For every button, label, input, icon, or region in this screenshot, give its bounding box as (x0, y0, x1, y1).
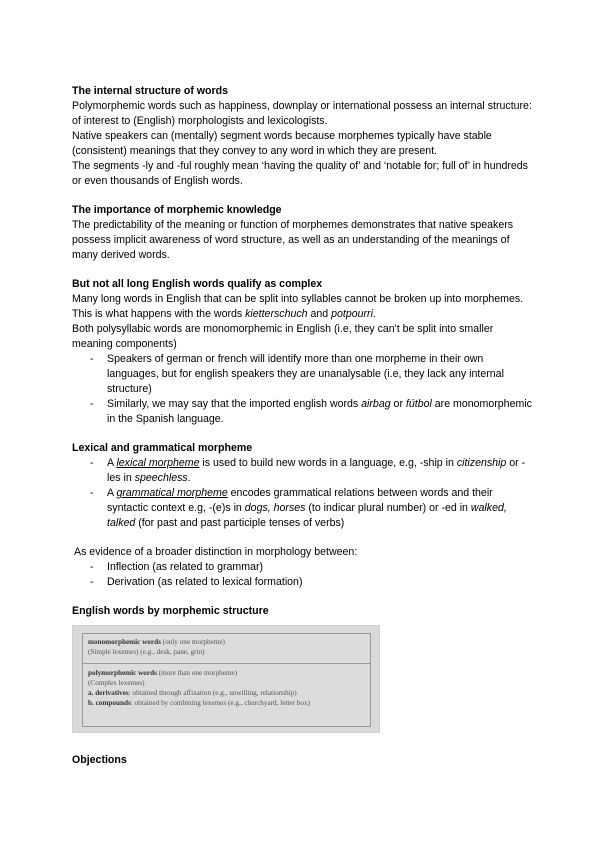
term: lexical morpheme (116, 457, 200, 469)
example-word: potpourri (331, 308, 373, 320)
paragraph: The predictability of the meaning or function of morphemes demonstrates that native speakers possess implicit awareness of word structure, as well as an understanding of the meanings of many derived words. (72, 219, 514, 261)
example-word: airbag (361, 398, 391, 410)
figure-row-mono: monomorphemic words (only one morpheme) (Simple lexemes) (e.g., desk, pane, grin) (83, 634, 370, 664)
example-word: fútbol (405, 398, 432, 410)
bullet-list (72, 560, 532, 590)
paragraph: As evidence of a broader distinction in morphology between: (74, 546, 358, 558)
heading-lexical-grammatical: Lexical and grammatical morpheme (72, 442, 253, 454)
heading-long-words: But not all long English words qualify as complex (72, 278, 323, 290)
list-item: - Speakers of german or french will identify more than one morpheme in their own languages, but for english speakers they are unanalysable (i.e, they lack any internal structure) (72, 352, 532, 397)
bullet-list (72, 456, 532, 531)
paragraph: Native speakers can (mentally) segment words because morphemes typically have stable (consistent) meanings that they convey to any word in which they are present. (72, 130, 492, 157)
list-item: - Similarly, we may say that the imported english words airbag or fútbol are monomorphemic in the Spanish language. (72, 397, 532, 427)
heading-morphemic-structure: English words by morphemic structure (72, 605, 269, 617)
heading-importance: The importance of morphemic knowledge (72, 204, 282, 216)
heading-internal-structure: The internal structure of words (72, 85, 228, 97)
term: grammatical morpheme (116, 487, 228, 499)
heading-objections: Objections (72, 754, 127, 766)
paragraph: The segments -ly and -ful roughly mean ‘having the quality of’ and ‘notable for; full of’ in hundreds or even thousands of English words. (72, 160, 528, 187)
list-item: - Derivation (as related to lexical formation) (72, 575, 532, 590)
figure-row-poly: polymorphemic words (more than one morpheme) (Complex lexemes) a. derivatives: obtained through affixation (e.g., unwilling, relationship) b. compounds: obtained by combining lexemes (e.g., churchyard, letter box) (88, 669, 310, 707)
document-page (72, 84, 532, 768)
list-item: - Inflection (as related to grammar) (72, 560, 532, 575)
paragraph: Both polysyllabic words are monomorphemic in English (i.e, they can't be split into smaller meaning components) (72, 323, 494, 350)
bullet-list (72, 352, 532, 427)
example-word: speechless (134, 472, 188, 484)
paragraph: This is what happens with the words kietterschuch and potpourri. (72, 308, 376, 320)
example-word: kietterschuch (245, 308, 308, 320)
figure-scanned-table (72, 625, 380, 733)
paragraph: Many long words in English that can be split into syllables cannot be broken up into morphemes. (72, 293, 524, 305)
figure-table (82, 633, 371, 727)
example-word: dogs, horses (244, 502, 306, 514)
example-word: citizenship (456, 457, 507, 469)
paragraph: Polymorphemic words such as happiness, downplay or international possess an internal structure: of interest to (English) morphologists and lexicologists. (72, 100, 532, 127)
example-word: walked, talked (107, 502, 507, 529)
list-item: - A lexical morpheme is used to build new words in a language, e.g, -ship in citizenship or -les in speechless. (72, 456, 532, 486)
list-item: - A grammatical morpheme encodes grammatical relations between words and their syntactic context e.g, -(e)s in dogs, horses (to indicar plural number) or -ed in walked, talked (for past and past participle tenses of verbs) (72, 486, 532, 531)
